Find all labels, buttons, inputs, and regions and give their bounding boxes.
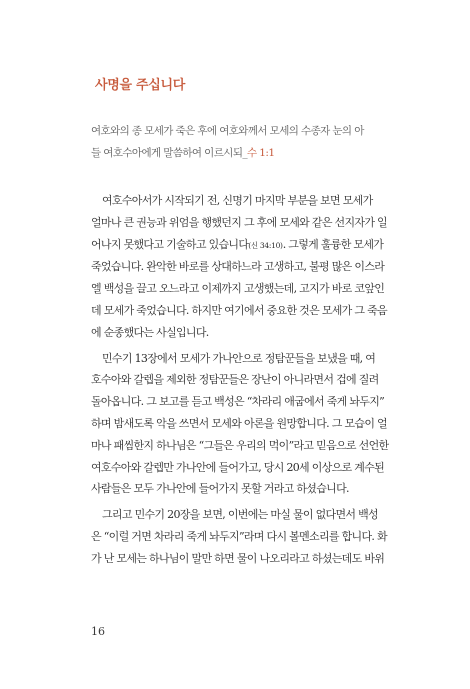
line-text: . 그렇게 훌륭한 모세가	[282, 237, 384, 251]
body-text	[91, 190, 391, 570]
paragraph-line: 은 “이럴 거면 차라리 죽게 놔두지”라며 다시 볼멘소리를 합니다. 화	[91, 529, 387, 543]
paragraph-line: 여호수아서가 시작되기 전, 신명기 마지막 부분을 보면 모세가	[102, 194, 373, 207]
epigraph-quote	[91, 120, 391, 164]
epigraph-line	[91, 142, 391, 164]
paragraph-line: 그리고 민수기 20장을 보면, 이번에는 마실 물이 없다면서 백성	[102, 508, 378, 522]
paragraph-line: 사람들은 모두 가나안에 들어가지 못할 거라고 하셨습니다.	[91, 482, 349, 496]
paragraph-line: 여호수아와 갈렙만 가나안에 들어가고, 당시 20세 이상으로 계수된	[91, 460, 385, 474]
paragraph-line	[91, 234, 391, 257]
paragraph-line: 하며 밤새도록 악을 쓰면서 모세와 아론을 원망합니다. 그 모습이 얼	[91, 416, 387, 430]
paragraph-line: 호수아와 갈렙을 제외한 정탐꾼들은 장난이 아니라면서 겁에 질려	[91, 373, 379, 387]
paragraph-line: 죽었습니다. 완악한 바로를 상대하느라 고생하고, 불평 많은 이스라	[91, 260, 385, 274]
page-number: 16	[91, 625, 105, 638]
verse-citation: (신 34:10)	[248, 240, 283, 250]
paragraph-line: 데 모세가 죽었습니다. 하지만 여기에서 중요한 것은 모세가 그 죽음	[91, 303, 387, 317]
paragraph-line: 에 순종했다는 사실입니다.	[91, 325, 209, 339]
epigraph-line: 여호와의 종 모세가 죽은 후에 여호와께서 모세의 수종자 눈의 아	[91, 125, 364, 137]
line-text: 어나지 못했다고 기술하고 있습니다	[91, 237, 249, 251]
scripture-reference: 수 1:1	[247, 147, 275, 159]
paragraph-line: 돌아옵니다. 그 보고를 듣고 백성은 “차라리 애굽에서 죽게 놔두지”	[91, 395, 385, 409]
paragraph-line: 얼마나 큰 권능과 위엄을 행했던지 그 후에 모세와 같은 선지자가 일	[91, 215, 387, 229]
paragraph-line: 가 난 모세는 하나님이 말만 하면 물이 나오리라고 하셨는데도 바위	[91, 551, 385, 565]
paragraph-line: 민수기 13장에서 모세가 가나안으로 정탐꾼들을 보냈을 때, 여	[102, 351, 376, 365]
chapter-title: 사명을 주십니다	[95, 78, 186, 93]
paragraph-line: 엘 백성을 끌고 오느라고 이제까지 고생했는데, 고지가 바로 코앞인	[91, 282, 385, 296]
epigraph-text: 들 여호수아에게 말씀하여 이르시되_	[91, 147, 248, 159]
paragraph-line: 마나 패씸한지 하나님은 “그들은 우리의 먹이”라고 믿음으로 선언한	[91, 438, 389, 452]
